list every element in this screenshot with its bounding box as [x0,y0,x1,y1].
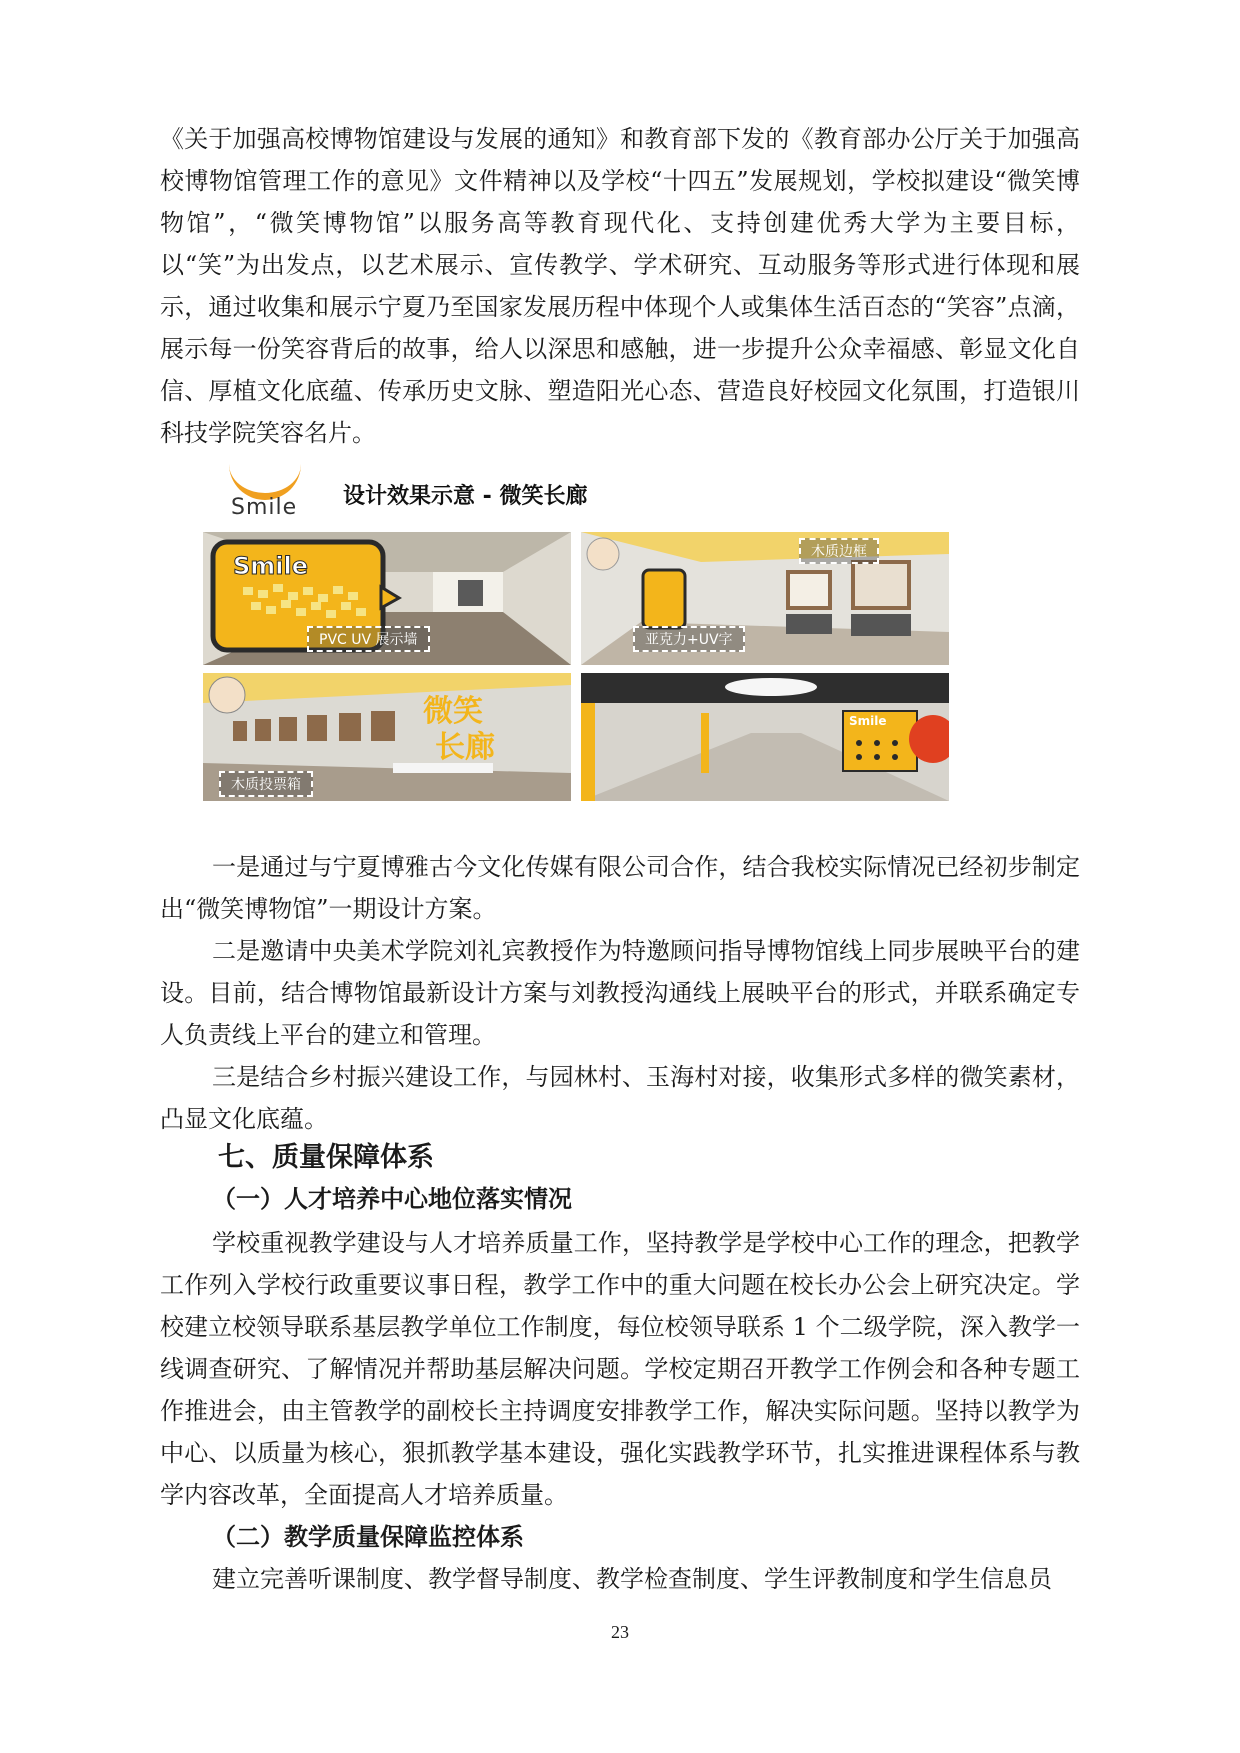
callout-pvc-uv: PVC UV 展示墙 [307,626,430,652]
figure-title: 设计效果示意 - 微笑长廊 [343,484,588,509]
talent-cultivation-paragraph-block [160,1222,1080,1516]
rendering-photo-corridor [581,673,949,801]
subsection-heading-talent-cultivation: （一）人才培养中心地位落实情况 [212,1185,572,1213]
paragraph-item-one: 一是通过与宁夏博雅古今文化传媒有限公司合作，结合我校实际情况已经初步制定出“微笑博物馆”一期设计方案。 [160,853,1080,923]
page-number: 23 [611,1622,629,1642]
smile-logo [223,455,313,523]
section-heading-quality-assurance: 七、质量保障体系 [218,1142,434,1173]
callout-wood-frame: 木质边框 [799,538,879,564]
paragraph-item-three: 三是结合乡村振兴建设工作，与园林村、玉海村对接，收集形式多样的微笑素材，凸显文化底蕴。 [160,1063,1080,1133]
callout-acrylic-uv: 亚克力+UV字 [633,626,745,652]
figure-header [203,455,1033,525]
design-rendering-figure [203,455,1033,835]
photo1-sign-text: Smile [233,552,309,580]
rendering-photo-wood-frame [581,532,949,665]
monitoring-paragraph-block [160,1558,1080,1600]
rendering-photo-voting-box [203,673,571,801]
photo3-sign-line1: 微笑 [423,694,483,729]
intro-paragraph-block [160,118,1080,454]
subsection-heading-monitoring-system: （二）教学质量保障监控体系 [212,1523,524,1551]
photo3-sign-line2: 长廊 [435,730,495,765]
paragraph-item-two: 二是邀请中央美术学院刘礼宾教授作为特邀顾问指导博物馆线上同步展映平台的建设。目前，结合博物馆最新设计方案与刘教授沟通线上展映平台的形式，并联系确定专人负责线上平台的建立和管理。 [160,937,1080,1049]
smile-arc-icon [229,457,301,500]
paragraph-talent-cultivation: 学校重视教学建设与人才培养质量工作，坚持教学是学校中心工作的理念，把教学工作列入学校行政重要议事日程，教学工作中的重大问题在校长办公会上研究决定。学校建立校领导联系基层教学单位工作制度，每位校领导联系 1 个二级学院，深入教学一线调查研究、了解情况并帮助基层解决问题。学校定期召开教学工作例会和各种专题工作推进会，由主管教学的副校长主持调度安排教学工作，解决实际问题。坚持以教学为中心、以质量为核心，狠抓教学基本建设，强化实践教学环节，扎实推进课程体系与教学内容改革，全面提高人才培养质量。 [160,1229,1080,1509]
smile-logo-text: Smile [231,495,298,520]
progress-paragraph-block [160,846,1080,1140]
photo4-sign-text: Smile [849,714,887,728]
rendering-photo-pvc-wall [203,532,571,665]
paragraph-museum-intro: 《关于加强高校博物馆建设与发展的通知》和教育部下发的《教育部办公厅关于加强高校博物馆管理工作的意见》文件精神以及学校“十四五”发展规划，学校拟建设“微笑博物馆”，“微笑博物馆”以服务高等教育现代化、支持创建优秀大学为主要目标，以“笑”为出发点，以艺术展示、宣传教学、学术研究、互动服务等形式进行体现和展示，通过收集和展示宁夏乃至国家发展历程中体现个人或集体生活百态的“笑容”点滴，展示每一份笑容背后的故事，给人以深思和感触，进一步提升公众幸福感、彰显文化自信、厚植文化底蕴、传承历史文脉、塑造阳光心态、营造良好校园文化氛围，打造银川科技学院笑容名片。 [160,125,1080,447]
paragraph-monitoring-system: 建立完善听课制度、教学督导制度、教学检查制度、学生评教制度和学生信息员 [212,1565,1052,1593]
callout-wood-voting-box: 木质投票箱 [219,771,313,797]
